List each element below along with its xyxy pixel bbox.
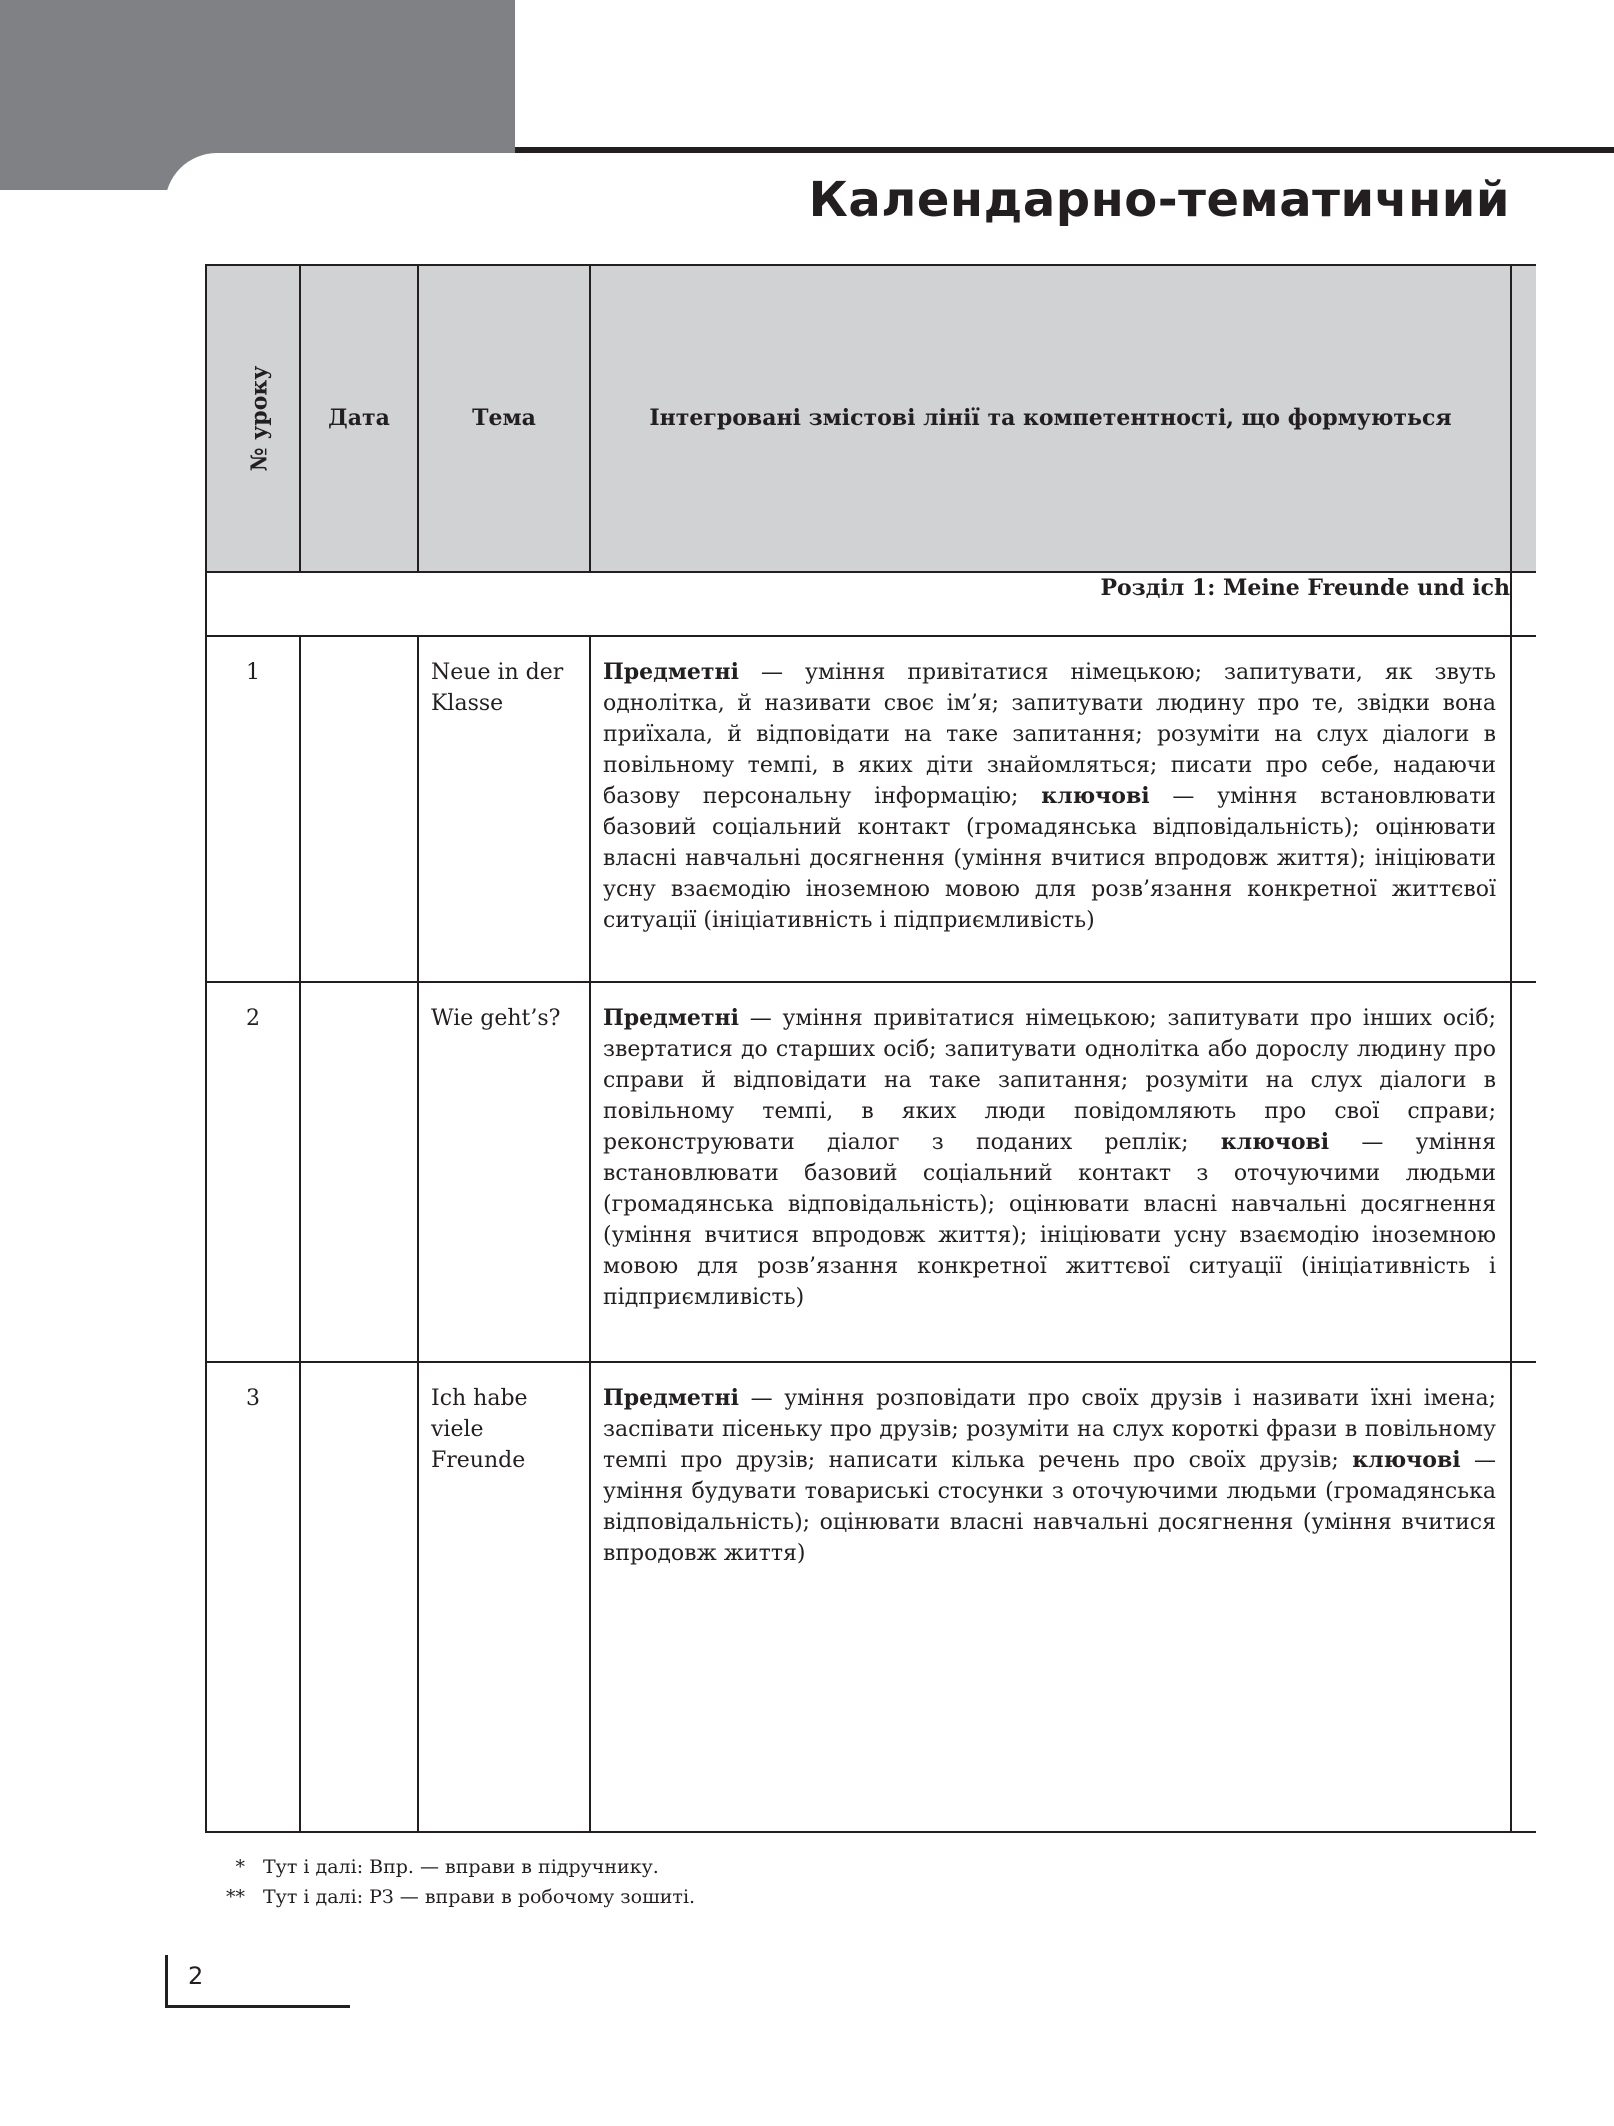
lesson-plan-table — [205, 264, 1536, 1833]
lesson-number: 1 — [206, 636, 300, 982]
lesson-topic: Neue in der Klasse — [418, 636, 590, 982]
lesson-topic: Wie geht’s? — [418, 982, 590, 1362]
page-number-rule — [165, 1955, 168, 2007]
lesson-number: 3 — [206, 1362, 300, 1832]
lesson-date — [300, 982, 418, 1362]
lesson-date — [300, 1362, 418, 1832]
page-title: Календарно-тематичний — [808, 172, 1510, 228]
lesson-competences: Предметні — уміння привітатися німецькою; запитувати про інших осіб; звертатися до старших осіб; запитувати однолітка або дорослу людину про справи й відповідати на таке запитання; розуміти на слух діалоги в повільному темпі, в яких люди повідомляють про свої справи; реконструювати діалог з поданих реплік; ключові — уміння встановлювати базовий соціальний контакт з оточуючими людьми (громадянська відповідальність); оцінювати власні навчальні досягнення (уміння вчитися впродовж життя); ініціювати усну взаємодію іноземною мовою для розв’язання конкретної життєвої ситуації (ініціативність і підприємливість) — [590, 982, 1511, 1362]
header-date: Дата — [300, 265, 418, 572]
table-row — [206, 982, 1536, 1362]
section-row — [206, 572, 1536, 636]
page-number-rule — [165, 2005, 350, 2008]
header-topic: Тема — [418, 265, 590, 572]
lesson-number: 2 — [206, 982, 300, 1362]
lesson-topic: Ich habe viele Freunde — [418, 1362, 590, 1832]
lesson-date — [300, 636, 418, 982]
section-title: Розділ 1: Meine Freunde und ich — [206, 572, 1511, 636]
lesson-competences: Предметні — уміння розповідати про своїх друзів і називати їхні імена; заспівати пісеньку про друзів; розуміти на слух короткі фрази в повільному темпі про друзів; написати кілька речень про своїх друзів; ключові — уміння будувати товариські стосунки з оточуючими людьми (громадянська відповідальність); оцінювати власні навчальні досягнення (уміння вчитися впродовж життя) — [590, 1362, 1511, 1832]
footnote: ** Тут і далі: РЗ — вправи в робочому зошиті. — [226, 1886, 696, 1908]
header-row — [206, 265, 1536, 572]
header-extra — [1511, 265, 1536, 572]
page-number: 2 — [188, 1962, 204, 1990]
table-row — [206, 1362, 1536, 1832]
footnotes — [205, 1852, 695, 1912]
table-row — [206, 636, 1536, 982]
header-lesson-no: № уроку — [206, 265, 300, 572]
footnote: * Тут і далі: Впр. — вправи в підручнику. — [235, 1856, 659, 1878]
header-competences: Інтегровані змістові лінії та компетентності, що формуються — [590, 265, 1511, 572]
lesson-competences: Предметні — уміння привітатися німецькою; запитувати, як звуть однолітка, й називати своє ім’я; запитувати людину про те, звідки вона приїхала, й відповідати на таке запитання; розуміти на слух діалоги в повільному темпі, в яких діти знайомляться; писати про себе, надаючи базову персональну інформацію; ключові — уміння встановлювати базовий соціальний контакт (громадянська відповідальність); оцінювати власні навчальні досягнення (уміння вчитися впродовж життя); ініціювати усну взаємодію іноземною мовою для розв’язання конкретної життєвої ситуації (ініціативність і підприємливість) — [590, 636, 1511, 982]
